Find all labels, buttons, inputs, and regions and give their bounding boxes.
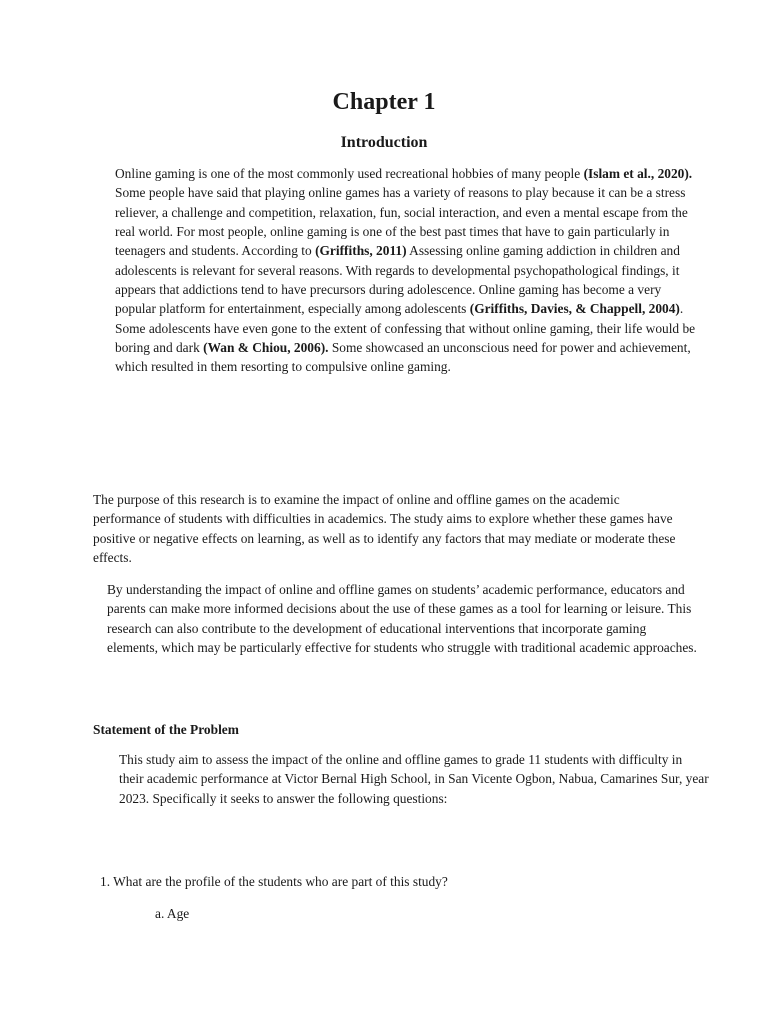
question-item	[100, 872, 448, 892]
intro-text-3: Assessing online gaming addiction in children and adolescents is relevant for several reasons. With regards to developmental psychopathological findings, it appears that addictions tend to have precursors during adolescence. Online gaming has become a very popular platform for entertainment, especially among adolescents	[115, 243, 680, 317]
intro-paragraph	[93, 164, 705, 377]
sub-question-marker: a.	[155, 906, 165, 921]
sub-question-item	[155, 904, 189, 924]
intro-text-4: . Some adolescents have even gone to the extent of confessing that without online gaming, their life would be boring and dark	[115, 301, 696, 356]
question-text: What are the profile of the students who are part of this study?	[113, 874, 448, 889]
intro-text-5: Some showcased an unconscious need for power and achievement, which resulted in them resorting to compulsive online gaming.	[115, 340, 691, 375]
citation-griffiths-2011: (Griffiths, 2011)	[315, 243, 407, 259]
chapter-title: Chapter 1	[332, 89, 436, 115]
citation-wan-chiou: (Wan & Chiou, 2006).	[203, 340, 329, 356]
understanding-paragraph: By understanding the impact of online and offline games on students’ academic performance, educators and parents can make more informed decisions about the use of these games as a tool for learning or leisure. This research can also contribute to the development of educational interventions that incorporate gaming elements, which may be particularly effective for students who struggle with traditional academic approaches.	[107, 582, 697, 656]
citation-islam: (Islam et al., 2020).	[583, 166, 693, 181]
problem-heading: Statement of the Problem	[93, 722, 239, 737]
purpose-paragraph: The purpose of this research is to examine the impact of online and offline games on the academic performance of students with difficulties in academics. The study aims to explore whether these games have positive or negative effects on learning, as well as to identify any factors that may mediate or moderate these effects.	[93, 492, 676, 566]
intro-text-1: Online gaming is one of the most commonly used recreational hobbies of many people	[115, 166, 584, 181]
intro-text-2: Some people have said that playing online games has a variety of reasons to play because it can be a stress reliever, a challenge and competition, relaxation, fun, social interaction, and even a mental escape from the real world. For most people, online gaming is one of the best past times that have to gain particularly in teenagers and students. According to	[115, 185, 688, 259]
problem-paragraph: This study aim to assess the impact of the online and offline games to grade 11 students with difficulty in their academic performance at Victor Bernal High School, in San Vicente Ogbon, Nabua, Camarines Sur, year 2023. Specifically it seeks to answer the following questions:	[119, 752, 709, 806]
sub-question-text: Age	[166, 906, 190, 921]
question-marker: 1.	[100, 874, 111, 889]
citation-griffiths-2004: (Griffiths, Davies, & Chappell, 2004)	[469, 301, 680, 317]
section-title: Introduction	[340, 134, 428, 151]
